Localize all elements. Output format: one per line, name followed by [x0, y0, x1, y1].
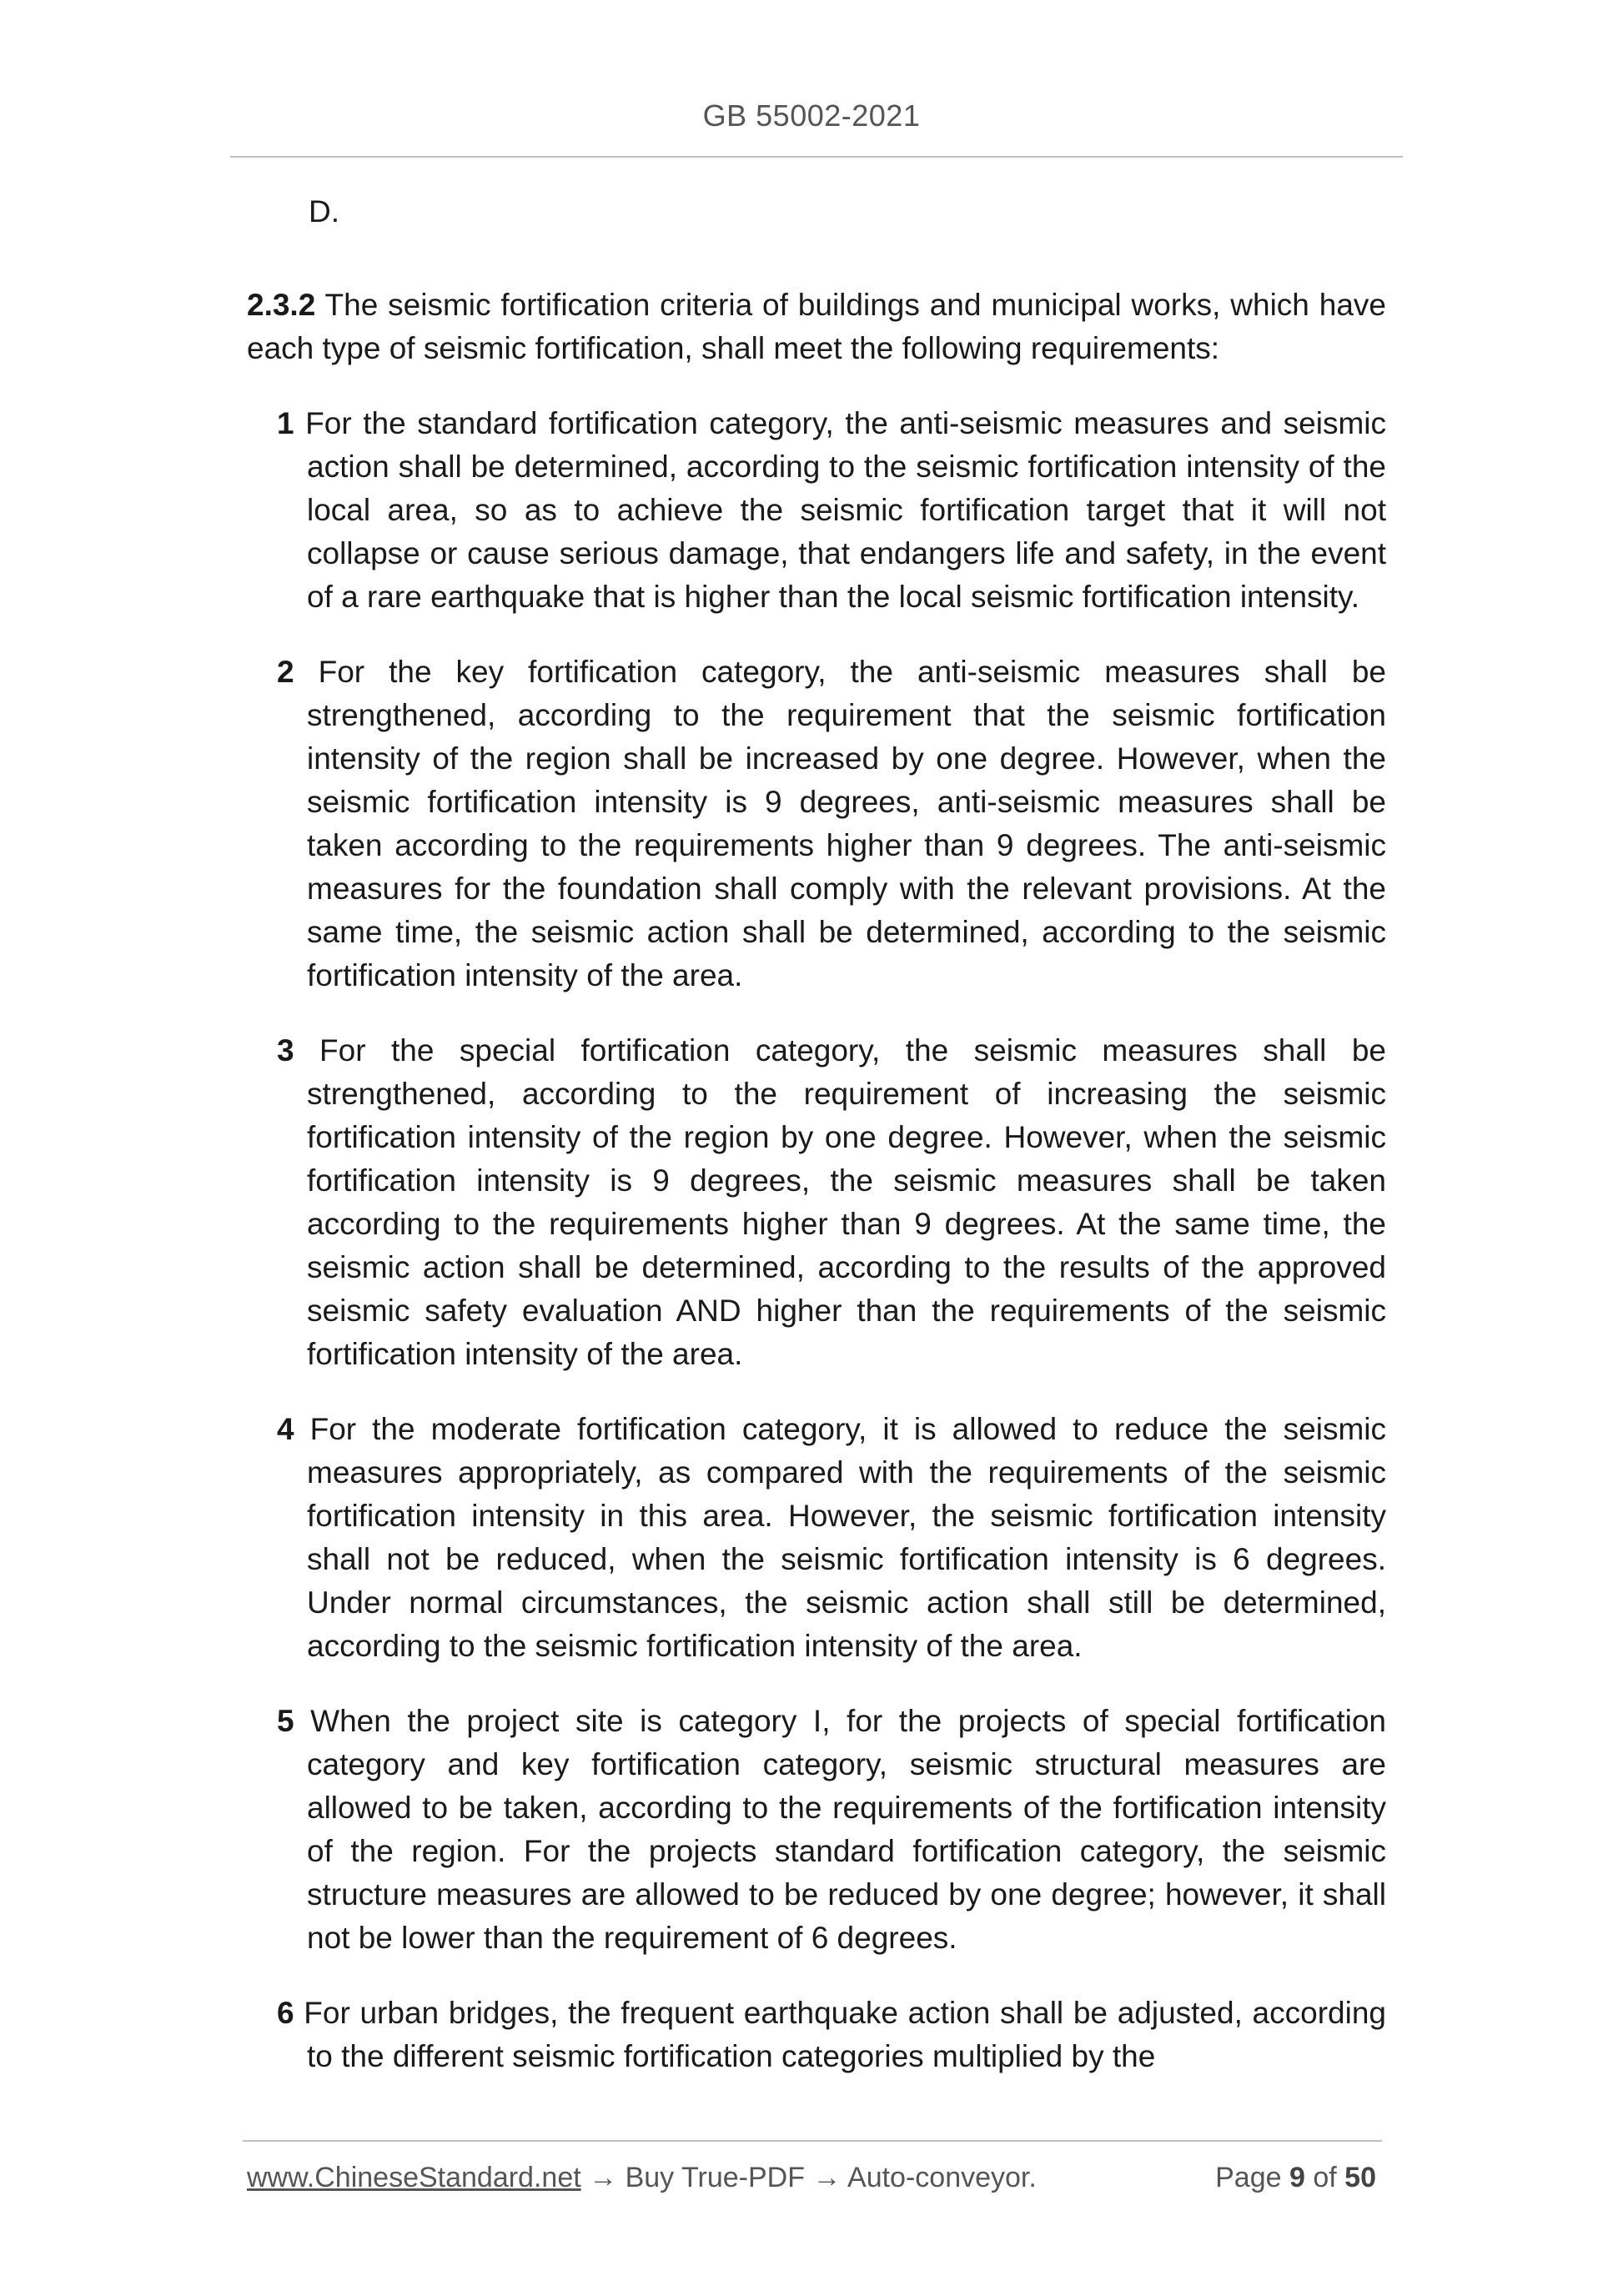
item-text: For urban bridges, the frequent earthquake action shall be adjusted, according to the different seismic fortification categories multiplied by the — [304, 1996, 1386, 2073]
requirement-item-5 — [277, 1700, 1386, 1960]
page-of-label: of — [1313, 2162, 1337, 2193]
header-divider — [230, 156, 1403, 158]
requirement-item-2 — [277, 651, 1386, 997]
footer-divider — [243, 2140, 1382, 2142]
clause-text: The seismic fortification criteria of buildings and municipal works, which have each type of seismic fortification, shall meet the following requirements: — [247, 288, 1386, 365]
website-link[interactable]: www.ChineseStandard.net — [247, 2162, 581, 2193]
page-body — [247, 190, 1386, 2110]
arrow-right-icon: → — [812, 2162, 842, 2193]
item-number: 5 — [277, 1704, 294, 1738]
item-number: 1 — [277, 406, 294, 440]
item-number: 3 — [277, 1033, 294, 1068]
item-text: When the project site is category I, for the projects of special fortification category and key fortification category, seismic structural measures are allowed to be taken, according to the requirements of the fortification intensity of the region. For the projects standard fortification category, the seismic structure measures are allowed to be reduced by one degree; however, it shall not be lower than the requirement of 6 degrees. — [307, 1704, 1386, 1955]
requirement-item-6 — [277, 1992, 1386, 2078]
page-current: 9 — [1289, 2162, 1305, 2193]
page-total: 50 — [1344, 2162, 1376, 2193]
clause-2-3-2 — [247, 284, 1386, 370]
requirement-item-1 — [277, 402, 1386, 619]
item-text: For the key fortification category, the anti-seismic measures shall be strengthened, according to the requirement that the seismic fortification intensity of the region shall be increased by one degree. However, when the seismic fortification intensity is 9 degrees, anti-seismic measures shall be taken according to the requirements higher than 9 degrees. The anti-seismic measures for the foundation shall comply with the relevant provisions. At the same time, the seismic action shall be determined, according to the seismic fortification intensity of the area. — [307, 655, 1387, 992]
document-code-header: GB 55002-2021 — [702, 98, 921, 133]
requirement-item-4 — [277, 1408, 1386, 1668]
page-number — [1215, 2162, 1376, 2194]
continued-fragment: D. — [309, 194, 339, 229]
footer-links — [247, 2162, 1037, 2194]
item-text: For the special fortification category, the seismic measures shall be strengthened, according to the requirement of increasing the seismic fortification intensity of the region by one degree. However, when the seismic fortification intensity is 9 degrees, the seismic measures shall be taken according to the requirements higher than 9 degrees. At the same time, the seismic action shall be determined, according to the results of the approved seismic safety evaluation AND higher than the requirements of the seismic fortification intensity of the area. — [307, 1033, 1386, 1371]
auto-conveyor-text: Auto-conveyor. — [847, 2162, 1037, 2193]
item-number: 2 — [277, 655, 294, 689]
item-text: For the moderate fortification category, it is allowed to reduce the seismic measures appropriately, as compared with the requirements of the seismic fortification intensity in this area. However, the seismic fortification intensity shall not be reduced, when the seismic fortification intensity is 6 degrees. Under normal circumstances, the seismic action shall still be determined, according to the seismic fortification intensity of the area. — [307, 1412, 1386, 1663]
clause-number: 2.3.2 — [247, 288, 316, 322]
page-label: Page — [1215, 2162, 1282, 2193]
buy-true-pdf-text: Buy True-PDF — [625, 2162, 805, 2193]
item-number: 4 — [277, 1412, 294, 1446]
arrow-right-icon: → — [589, 2162, 618, 2193]
item-text: For the standard fortification category, the anti-seismic measures and seismic action shall be determined, according to the seismic fortification intensity of the local area, so as to achieve the seismic fortification target that it will not collapse or cause serious damage, that endangers life and safety, in the event of a rare earthquake that is higher than the local seismic fortification intensity. — [305, 406, 1387, 614]
requirement-item-3 — [277, 1029, 1386, 1376]
item-number: 6 — [277, 1996, 294, 2030]
